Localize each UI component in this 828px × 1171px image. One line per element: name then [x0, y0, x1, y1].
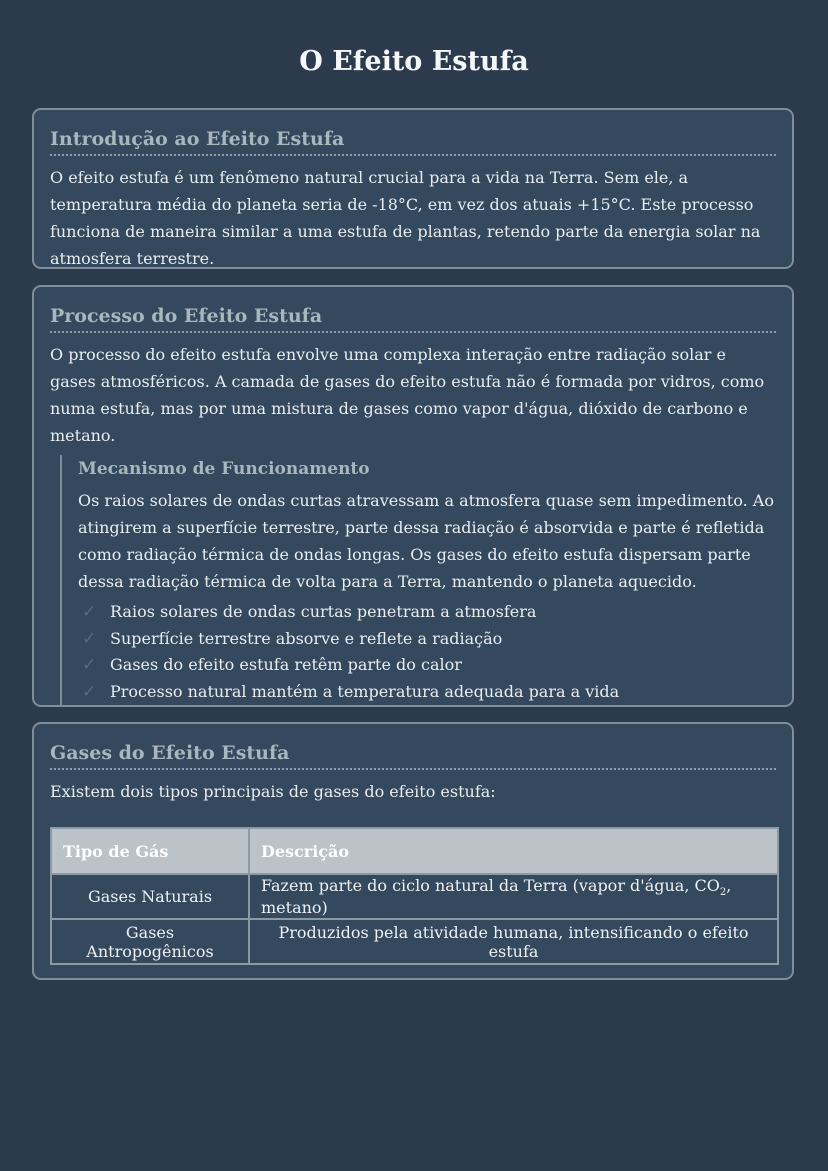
- intro-heading: Introdução ao Efeito Estufa: [50, 126, 776, 156]
- table-row: [51, 874, 778, 919]
- intro-card: [32, 108, 794, 269]
- list-item: [78, 679, 776, 706]
- check-icon: ✓: [82, 655, 97, 675]
- gases-card: [32, 722, 794, 980]
- column-header-type: Tipo de Gás: [51, 828, 249, 874]
- list-item-text: Gases do efeito estufa retêm parte do calor: [110, 655, 462, 674]
- gas-type-cell: Gases Antropogênicos: [51, 919, 249, 964]
- gases-table: [50, 827, 779, 965]
- list-item-text: Superfície terrestre absorve e reflete a radiação: [110, 628, 503, 648]
- check-icon: ✓: [82, 602, 97, 622]
- subscript: 2: [719, 887, 727, 899]
- table-row: [51, 919, 778, 964]
- mechanism-list: [78, 599, 776, 705]
- check-icon: ✓: [82, 681, 97, 702]
- intro-text: O efeito estufa é um fenômeno natural crucial para a vida na Terra. Sem ele, a temperatura média do planeta seria de -18°C, em vez dos atuais +15°C. Este processo funciona de maneira similar a uma estufa de plantas, retendo parte da energia solar na atmosfera terrestre.: [50, 168, 761, 268]
- mechanism-heading: Mecanismo de Funcionamento: [78, 459, 370, 479]
- gases-heading: Gases do Efeito Estufa: [50, 740, 776, 770]
- mechanism-block: [60, 455, 776, 705]
- gases-text: Existem dois tipos principais de gases do efeito estufa:: [50, 782, 496, 801]
- gas-description-cell: [249, 874, 778, 919]
- list-item: [78, 626, 776, 653]
- list-item: [78, 652, 776, 679]
- process-card: [32, 285, 794, 707]
- gas-description-cell: Produzidos pela atividade humana, intensificando o efeito estufa: [249, 919, 778, 964]
- mechanism-text: Os raios solares de ondas curtas atravessam a atmosfera quase sem impedimento. Ao atingirem a superfície terrestre, parte dessa radiação é absorvida e parte é refletida como radiação térmica de ondas longas. Os gases do efeito estufa dispersam parte dessa radiação térmica de volta para a Terra, mantendo o planeta aquecido.: [78, 491, 774, 591]
- column-header-description: Descrição: [249, 828, 778, 874]
- check-icon: ✓: [82, 628, 97, 649]
- table-header-row: [51, 828, 778, 874]
- list-item-text: Raios solares de ondas curtas penetram a atmosfera: [110, 602, 537, 621]
- process-heading: Processo do Efeito Estufa: [50, 303, 776, 333]
- list-item-text: Processo natural mantém a temperatura adequada para a vida: [110, 681, 620, 701]
- desc-part: Fazem parte do ciclo natural da Terra (vapor d'água, CO: [261, 875, 720, 895]
- desc-part: , metano): [261, 875, 732, 918]
- gas-type-cell: Gases Naturais: [51, 874, 249, 919]
- process-text: O processo do efeito estufa envolve uma complexa interação entre radiação solar e gases atmosféricos. A camada de gases do efeito estufa não é formada por vidros, como numa estufa, mas por uma mistura de gases como vapor d'água, dióxido de carbono e metano.: [50, 345, 765, 445]
- list-item: [78, 599, 776, 626]
- page-title: O Efeito Estufa: [299, 46, 529, 77]
